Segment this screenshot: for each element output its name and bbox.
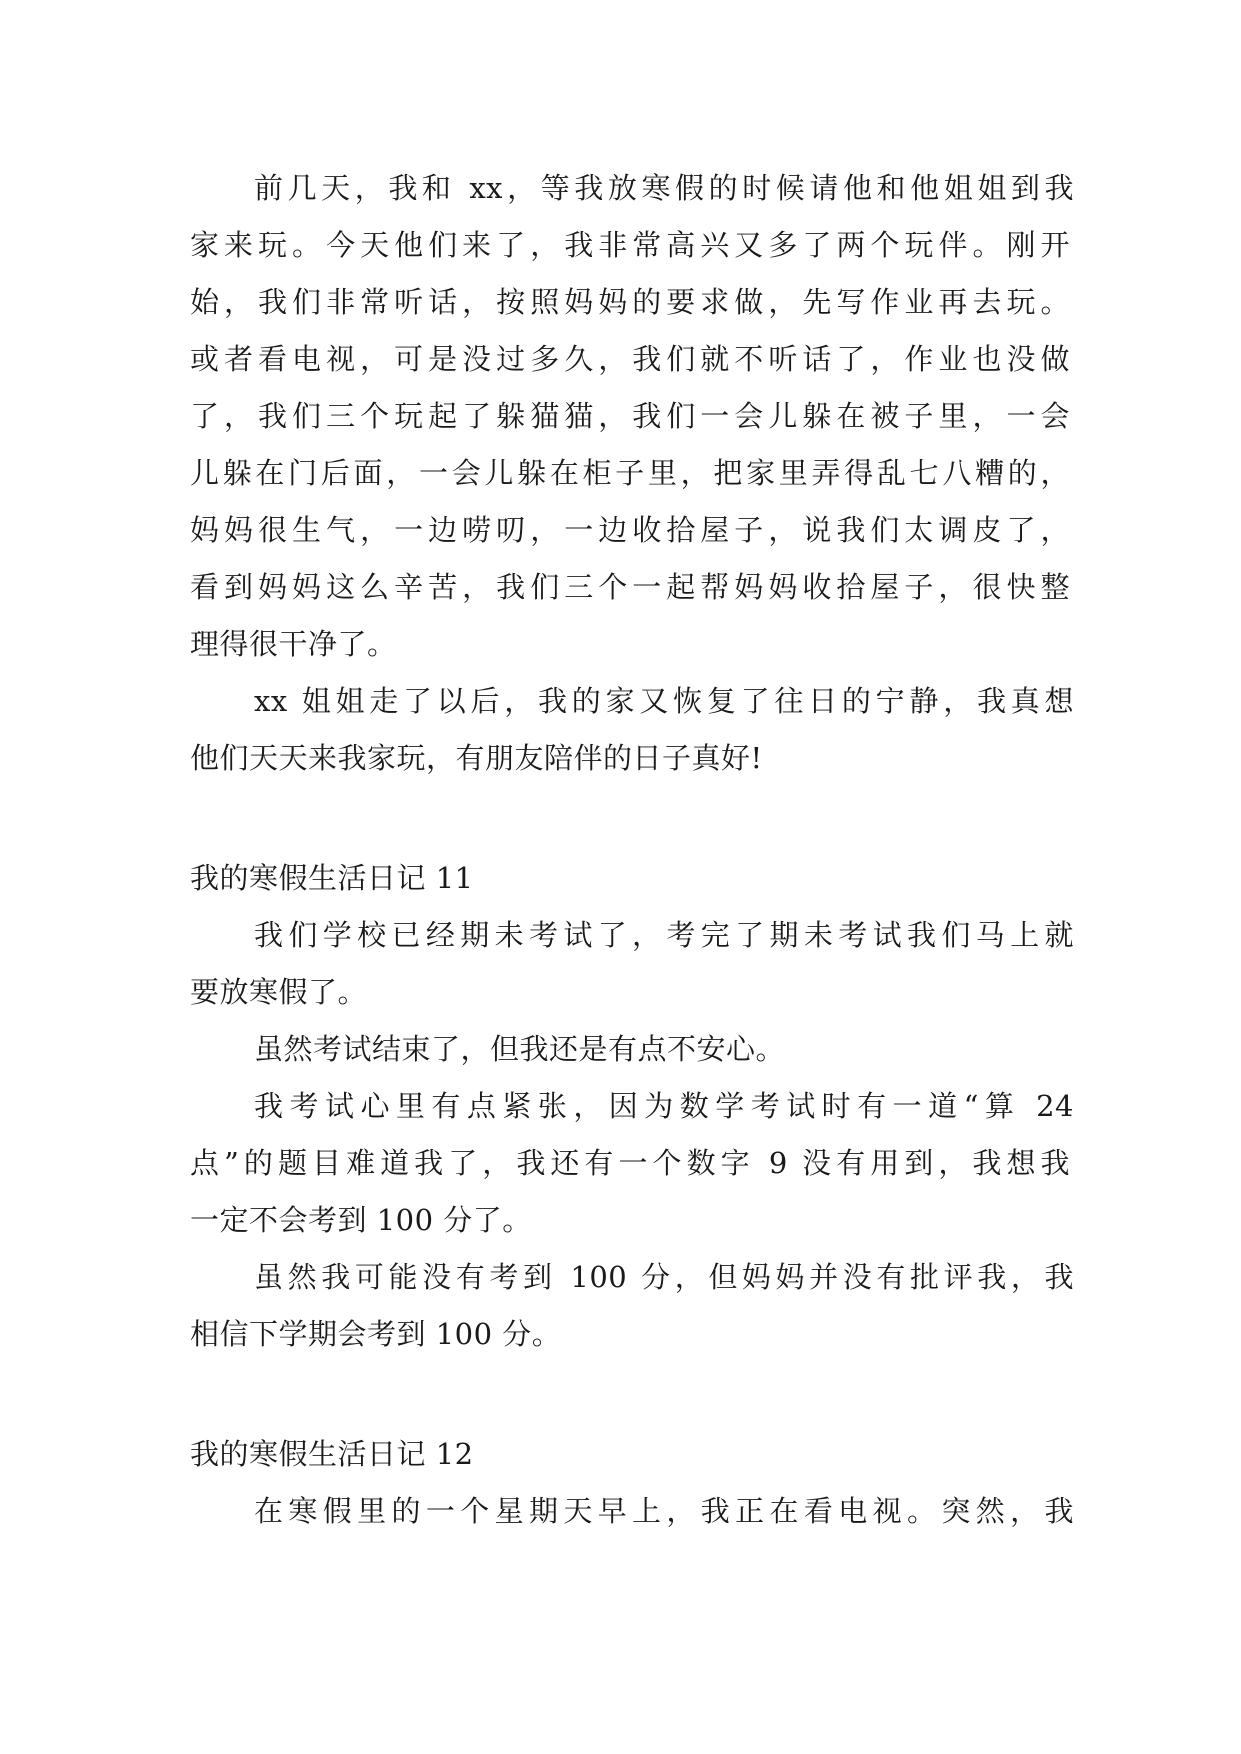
- paragraph-line: 虽然考试结束了，但我还是有点不安心。: [254, 1032, 786, 1066]
- entry-title: 我的寒假生活日记 11: [190, 861, 474, 895]
- paragraph-line: xx 姐姐走了以后，我的家又恢复了往日的宁静，我真想: [254, 684, 1074, 718]
- paragraph-line: 家来玩。今天他们来了，我非常高兴又多了两个玩伴。刚开: [190, 228, 1070, 262]
- paragraph-line: 我考试心里有点紧张，因为数学考试时有一道“算 24: [254, 1089, 1074, 1123]
- entry-title: 我的寒假生活日记 12: [190, 1437, 474, 1471]
- paragraph-line: 儿躲在门后面，一会儿躲在柜子里，把家里弄得乱七八糟的，: [190, 456, 1070, 490]
- paragraph-line: 理得很干净了。: [190, 627, 397, 661]
- paragraph-line: 一定不会考到 100 分了。: [190, 1203, 532, 1237]
- paragraph-line: 相信下学期会考到 100 分。: [190, 1317, 562, 1351]
- paragraph-line: 虽然我可能没有考到 100 分，但妈妈并没有批评我，我: [254, 1260, 1074, 1294]
- paragraph-line: 始，我们非常听话，按照妈妈的要求做，先写作业再去玩。: [190, 285, 1070, 319]
- paragraph-line: 或者看电视，可是没过多久，我们就不听话了，作业也没做: [190, 342, 1070, 376]
- paragraph-line: 他们天天来我家玩，有朋友陪伴的日子真好!: [190, 741, 763, 775]
- paragraph-line: 前几天，我和 xx，等我放寒假的时候请他和他姐姐到我: [254, 171, 1074, 205]
- paragraph-line: 了，我们三个玩起了躲猫猫，我们一会儿躲在被子里，一会: [190, 399, 1070, 433]
- paragraph-line: 妈妈很生气，一边唠叨，一边收拾屋子，说我们太调皮了，: [190, 513, 1070, 547]
- paragraph-line: 点”的题目难道我了，我还有一个数字 9 没有用到，我想我: [190, 1146, 1070, 1180]
- paragraph-line: 我们学校已经期未考试了，考完了期未考试我们马上就: [254, 918, 1074, 952]
- paragraph-line: 要放寒假了。: [190, 975, 368, 1009]
- paragraph-line: 看到妈妈这么辛苦，我们三个一起帮妈妈收拾屋子，很快整: [190, 570, 1070, 604]
- paragraph-line: 在寒假里的一个星期天早上，我正在看电视。突然，我: [254, 1494, 1074, 1528]
